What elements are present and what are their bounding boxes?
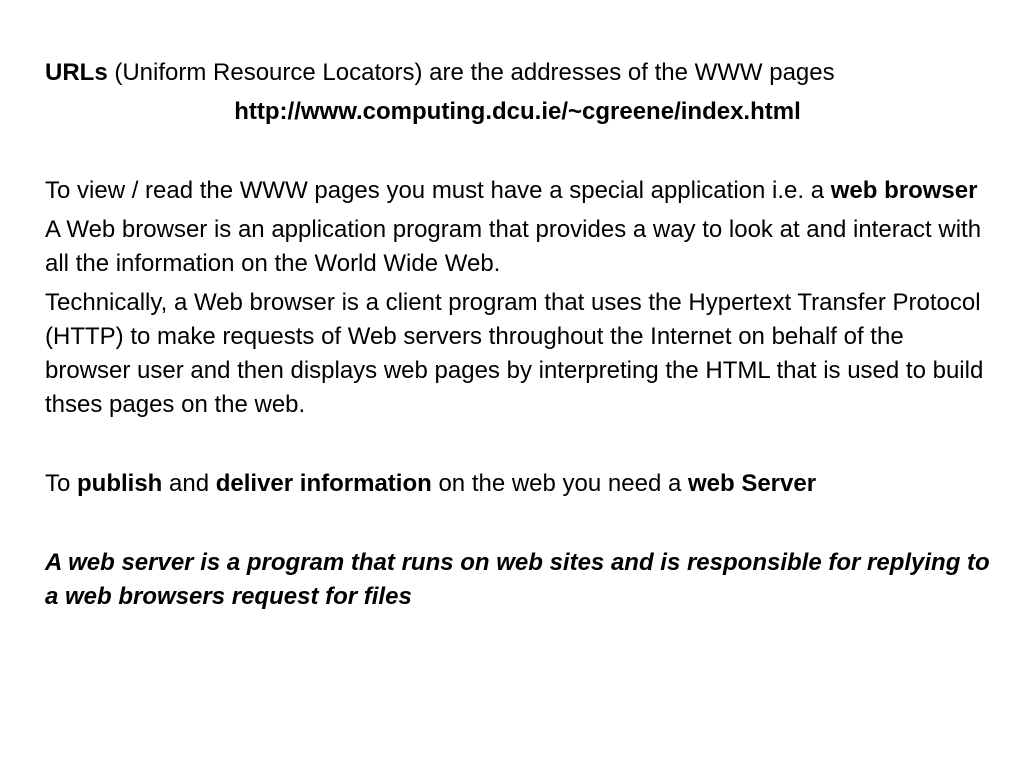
web-server-term: web Server: [687, 470, 817, 497]
example-url: http://www.computing.dcu.ie/~cgreene/index.html: [234, 98, 801, 125]
urls-definition: (Uniform Resource Locators) are the addresses of the WWW pages: [107, 59, 835, 86]
server-to: To: [45, 470, 78, 497]
deliver-term: deliver information: [215, 470, 432, 497]
browser-definition: A Web browser is an application program that provides a way to look at and interact with all the information on the World Wide Web.: [45, 216, 982, 277]
server-need: on the web you need a: [431, 470, 688, 497]
urls-paragraph: [45, 56, 990, 90]
browser-intro-paragraph: [45, 174, 990, 208]
slide-content: [45, 56, 990, 614]
browser-intro: To view / read the WWW pages you must have a special application i.e. a: [45, 177, 831, 204]
publish-term: publish: [77, 470, 163, 497]
urls-term: URLs: [45, 59, 108, 86]
server-paragraph: [45, 467, 990, 501]
browser-technical: Technically, a Web browser is a client program that uses the Hypertext Transfer Protocol (HTTP) to make requests of Web servers throughout the Internet on behalf of the browser user and then displays web pages by interpreting the HTML that is used to build thses pages on the web.: [45, 289, 984, 418]
server-definition: A web server is a program that runs on web sites and is responsible for replying to a web browsers request for files: [45, 549, 990, 610]
server-and: and: [162, 470, 216, 497]
web-browser-term: web browser: [830, 177, 978, 204]
